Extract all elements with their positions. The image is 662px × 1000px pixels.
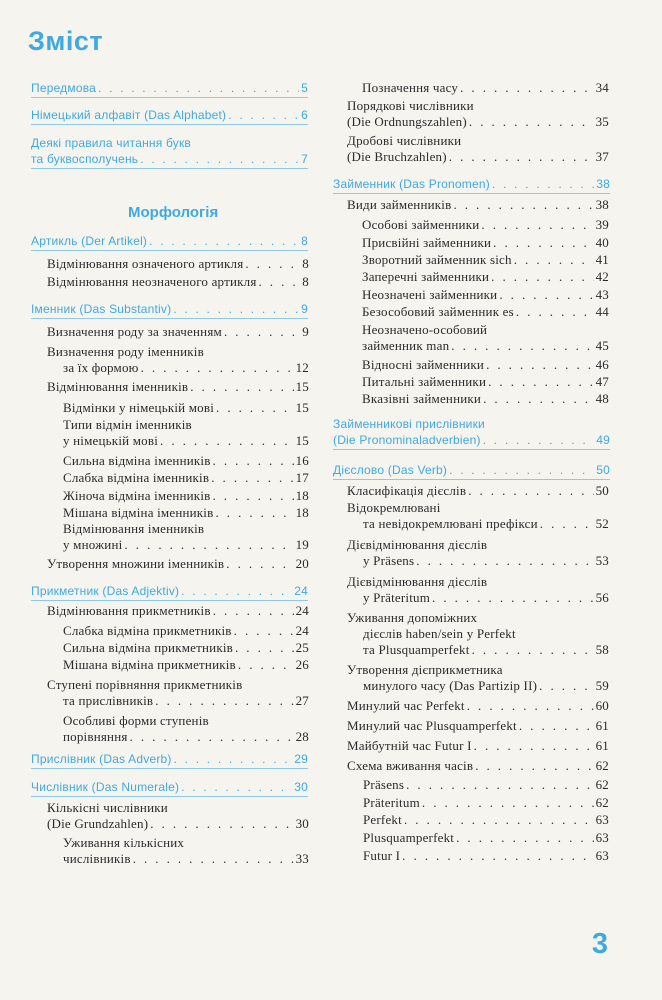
toc-entry-page: 41 [595, 252, 609, 267]
toc-entry-title: Позначення часу [362, 80, 459, 95]
toc-entry-title: (Die Ordnungszahlen) [347, 114, 467, 129]
dot-leader [150, 816, 293, 832]
section-divider [31, 124, 308, 125]
toc-entry [363, 812, 609, 828]
toc-entry-page: 15 [295, 433, 309, 448]
toc-entry-title: Дієвідмінювання дієслів [347, 574, 488, 589]
dot-leader [519, 718, 594, 734]
dot-leader [98, 80, 299, 96]
toc-entry [347, 133, 609, 165]
toc-entry-title: Особливі форми ступенів [63, 713, 209, 728]
toc-entry-page: 62 [595, 758, 609, 773]
toc-entry-title: Сильна відміна прикметників [63, 640, 233, 655]
toc-entry [31, 80, 308, 96]
dot-leader [493, 235, 593, 251]
toc-entry-page: 24 [295, 603, 309, 618]
toc-entry-page: 28 [295, 729, 309, 744]
toc-entry-page: 24 [294, 584, 308, 598]
toc-entry [347, 98, 609, 130]
dot-leader [456, 830, 594, 846]
toc-entry [31, 583, 308, 599]
toc-entry-title: Неозначені займенники [362, 287, 498, 302]
toc-entry-page: 45 [595, 338, 609, 353]
toc-entry [347, 738, 609, 754]
toc-entry-title: Визначення роду за значенням [47, 324, 222, 339]
toc-entry-page: 9 [301, 302, 308, 316]
toc-entry-page: 8 [302, 274, 309, 289]
dot-leader [155, 693, 293, 709]
dot-leader [491, 269, 593, 285]
toc-entry [347, 197, 609, 213]
toc-entry [347, 610, 609, 658]
toc-entry-page: 48 [595, 391, 609, 406]
toc-entry [47, 800, 309, 832]
toc-entry [333, 416, 610, 448]
toc-entry-title: Неозначено-особовий [362, 322, 488, 337]
toc-entry-page: 40 [595, 235, 609, 250]
dot-leader [174, 751, 293, 767]
toc-entry-title: Питальні займенники [362, 374, 487, 389]
toc-entry [347, 537, 609, 569]
dot-leader [460, 80, 594, 96]
toc-entry-page: 15 [295, 379, 309, 394]
toc-entry-title: Особові займенники [362, 217, 480, 232]
dot-leader [133, 851, 294, 867]
toc-entry-page: 62 [595, 795, 609, 810]
toc-entry-page: 18 [295, 488, 309, 503]
dot-leader [226, 556, 293, 572]
toc-entry-page: 37 [595, 149, 609, 164]
dot-leader [140, 151, 299, 167]
toc-entry [347, 662, 609, 694]
toc-entry-title: Відмінювання іменників [63, 521, 205, 536]
dot-leader [173, 301, 299, 317]
dot-leader [149, 233, 299, 249]
toc-entry [47, 324, 309, 340]
dot-leader [235, 640, 294, 656]
toc-entry-title: Передмова [31, 81, 97, 95]
toc-entry [362, 374, 609, 390]
toc-entry-page: 49 [596, 433, 610, 447]
toc-entry [31, 107, 308, 123]
toc-entry-page: 15 [295, 400, 309, 415]
toc-entry [362, 80, 609, 96]
toc-entry-page: 50 [596, 463, 610, 477]
toc-entry-page: 30 [295, 816, 309, 831]
toc-entry [31, 751, 308, 767]
toc-entry-page: 61 [595, 718, 609, 733]
dot-leader [488, 374, 593, 390]
dot-leader [475, 758, 593, 774]
toc-entry-title: у множині [63, 537, 123, 552]
dot-leader [234, 623, 294, 639]
toc-entry-title: Сильна відміна іменників [63, 453, 211, 468]
toc-entry-title: Майбутній час Futur I [347, 738, 472, 753]
dot-leader [486, 357, 594, 373]
toc-entry-title: у німецькій мові [63, 433, 159, 448]
dot-leader [416, 553, 593, 569]
dot-leader [181, 779, 292, 795]
toc-entry-title: Заперечні займенники [362, 269, 490, 284]
dot-leader [422, 795, 594, 811]
toc-entry [362, 287, 609, 303]
dot-leader [224, 324, 300, 340]
toc-entry-page: 43 [595, 287, 609, 302]
toc-entry-title: Кількісні числівники [47, 800, 168, 815]
toc-entry-title: Уживання кількісних [63, 835, 185, 850]
toc-entry [63, 453, 309, 469]
toc-entry-title: Класифікація дієслів [347, 483, 467, 498]
toc-entry [363, 777, 609, 793]
toc-entry-title: Артикль (Der Artikel) [31, 234, 148, 248]
toc-entry-page: 53 [595, 553, 609, 568]
toc-entry [47, 379, 309, 395]
toc-entry-title: Числівник (Das Numerale) [31, 780, 180, 794]
toc-entry-page: 16 [295, 453, 309, 468]
toc-entry-title: минулого часу (Das Partizip II) [363, 678, 538, 693]
page-number: 3 [591, 928, 608, 960]
toc-entry-page: 60 [595, 698, 609, 713]
section-divider [31, 97, 308, 98]
toc-entry-page: 9 [302, 324, 309, 339]
section-divider [31, 250, 308, 251]
toc-entry-title: порівняння [63, 729, 128, 744]
toc-entry-page: 34 [595, 80, 609, 95]
toc-entry [31, 779, 308, 795]
dot-leader [432, 590, 594, 606]
toc-entry-title: Perfekt [363, 812, 402, 827]
toc-entry [47, 603, 309, 619]
toc-entry-title: Утворення множини іменників [47, 556, 225, 571]
dot-leader [141, 360, 294, 376]
dot-leader [514, 252, 594, 268]
toc-entry-page: 39 [595, 217, 609, 232]
dot-leader [245, 256, 300, 272]
dot-leader [259, 274, 301, 290]
toc-entry-page: 29 [294, 752, 308, 766]
dot-leader [467, 698, 594, 714]
dot-leader [468, 483, 593, 499]
toc-entry [47, 256, 309, 272]
toc-entry [362, 357, 609, 373]
dot-leader [181, 583, 292, 599]
toc-entry [363, 830, 609, 846]
toc-entry [362, 252, 609, 268]
toc-entry-title: Деякі правила читання букв [31, 136, 191, 150]
toc-entry-title: Прислівник (Das Adverb) [31, 752, 172, 766]
toc-entry-title: Німецький алфавіт (Das Alphabet) [31, 108, 227, 122]
section-divider [31, 768, 308, 769]
toc-entry-page: 61 [595, 738, 609, 753]
toc-entry-page: 62 [595, 777, 609, 792]
toc-entry [31, 233, 308, 249]
dot-leader [402, 848, 593, 864]
toc-entry-title: Plusquamperfekt [363, 830, 455, 845]
toc-entry-title: Futur I [363, 848, 401, 863]
toc-entry-page: 42 [595, 269, 609, 284]
toc-entry-title: Дробові числівники [347, 133, 462, 148]
toc-entry-page: 30 [294, 780, 308, 794]
toc-entry-title: займенник man [362, 338, 450, 353]
toc-entry-title: Іменник (Das Substantiv) [31, 302, 172, 316]
toc-entry-title: Прикметник (Das Adjektiv) [31, 584, 180, 598]
toc-entry [362, 217, 609, 233]
toc-entry-title: Відмінювання означеного артикля [47, 256, 244, 271]
toc-entry [362, 304, 609, 320]
toc-entry [63, 505, 309, 521]
toc-entry-page: 63 [595, 830, 609, 845]
toc-entry-page: 7 [301, 152, 308, 166]
section-divider [333, 193, 610, 194]
dot-leader [124, 537, 293, 553]
toc-entry [47, 274, 309, 290]
toc-entry-title: Види займенників [347, 197, 452, 212]
toc-entry-title: Утворення дієприкметника [347, 662, 503, 677]
toc-entry-title: Визначення роду іменників [47, 344, 204, 359]
toc-entry [347, 574, 609, 606]
toc-entry [47, 556, 309, 572]
toc-entry-page: 63 [595, 812, 609, 827]
toc-entry-title: Зворотний займенник sich [362, 252, 512, 267]
toc-entry [63, 417, 309, 449]
dot-leader [472, 642, 594, 658]
dot-leader [539, 678, 593, 694]
dot-leader [190, 379, 293, 395]
toc-entry [362, 235, 609, 251]
toc-entry-title: дієслів haben/sein у Perfekt [363, 626, 516, 641]
dot-leader [406, 777, 593, 793]
toc-entry-title: Минулий час Perfekt [347, 698, 465, 713]
toc-entry-title: Präteritum [363, 795, 420, 810]
toc-entry-page: 38 [595, 197, 609, 212]
toc-entry-title: Займенник (Das Pronomen) [333, 177, 490, 191]
section-divider [333, 449, 610, 450]
toc-entry-page: 8 [302, 256, 309, 271]
toc-entry-title: Присвійні займенники [362, 235, 492, 250]
toc-entry-title: Минулий час Plusquamperfekt [347, 718, 517, 733]
toc-entry-page: 26 [295, 657, 309, 672]
toc-entry [347, 718, 609, 734]
toc-entry-title: Безособовий займенник es [362, 304, 514, 319]
toc-entry [347, 483, 609, 499]
dot-leader [483, 391, 594, 407]
toc-entry-title: (Die Grundzahlen) [47, 816, 149, 831]
toc-entry [63, 488, 309, 504]
toc-entry-page: 27 [295, 693, 309, 708]
toc-entry [47, 677, 309, 709]
toc-entry [363, 795, 609, 811]
toc-entry-title: (Die Bruchzahlen) [347, 149, 447, 164]
toc-entry-page: 46 [595, 357, 609, 372]
dot-leader [474, 738, 594, 754]
toc-entry-page: 50 [595, 483, 609, 498]
toc-entry-page: 58 [595, 642, 609, 657]
dot-leader [540, 516, 594, 532]
dot-leader [160, 433, 294, 449]
toc-entry [63, 400, 309, 416]
toc-entry-title: (Die Pronominaladverbien) [333, 433, 481, 447]
toc-entry-title: Займенникові прислівники [333, 417, 485, 431]
toc-entry-title: Мішана відміна іменників [63, 505, 214, 520]
toc-entry-page: 25 [295, 640, 309, 655]
dot-leader [451, 338, 593, 354]
toc-entry-title: Відносні займенники [362, 357, 485, 372]
toc-entry-title: Präsens [363, 777, 405, 792]
dot-leader [499, 287, 593, 303]
toc-entry [363, 848, 609, 864]
toc-entry-title: Відмінки у німецькій мові [63, 400, 215, 415]
toc-entry-title: у Präteritum [363, 590, 431, 605]
toc-entry-title: Ступені порівняння прикметників [47, 677, 243, 692]
toc-entry-page: 35 [595, 114, 609, 129]
toc-entry-title: Дієслово (Das Verb) [333, 463, 448, 477]
toc-entry [63, 657, 309, 673]
toc-entry-page: 18 [295, 505, 309, 520]
dot-leader [469, 114, 594, 130]
toc-entry-title: Слабка відміна прикметників [63, 623, 232, 638]
toc-entry-page: 59 [595, 678, 609, 693]
dot-leader [238, 657, 294, 673]
toc-entry-title: та буквосполучень [31, 152, 139, 166]
section-divider [31, 600, 308, 601]
section-divider [31, 168, 308, 169]
toc-entry-title: Відокремлювані [347, 500, 441, 515]
dot-leader [213, 603, 294, 619]
dot-leader [216, 400, 294, 416]
toc-entry-page: 44 [595, 304, 609, 319]
toc-entry-page: 12 [295, 360, 309, 375]
dot-leader [130, 729, 294, 745]
toc-entry-page: 19 [295, 537, 309, 552]
toc-entry [347, 758, 609, 774]
dot-leader [516, 304, 594, 320]
toc-entry [333, 176, 610, 192]
dot-leader [481, 217, 593, 233]
section-divider [31, 318, 308, 319]
toc-entry-title: Слабка відміна іменників [63, 470, 210, 485]
toc-entry-title: Порядкові числівники [347, 98, 474, 113]
toc-entry-page: 63 [595, 848, 609, 863]
toc-entry [31, 135, 308, 167]
dot-leader [228, 107, 299, 123]
toc-entry [347, 500, 609, 532]
toc-entry [63, 623, 309, 639]
dot-leader [492, 176, 594, 192]
toc-entry-title: Мішана відміна прикметників [63, 657, 236, 672]
section-divider [333, 479, 610, 480]
section-heading-morphology: Морфологія [128, 204, 219, 221]
toc-entry [362, 391, 609, 407]
toc-entry-page: 24 [295, 623, 309, 638]
dot-leader [211, 470, 293, 486]
dot-leader [449, 149, 594, 165]
section-divider [31, 796, 308, 797]
dot-leader [215, 505, 293, 521]
toc-entry-title: Відмінювання неозначеного артикля [47, 274, 257, 289]
page-title: Зміст [28, 26, 104, 56]
toc-entry-page: 38 [596, 177, 610, 191]
toc-entry [31, 301, 308, 317]
toc-entry-title: Вказівні займенники [362, 391, 482, 406]
toc-entry-title: Типи відмін іменників [63, 417, 192, 432]
dot-leader [453, 197, 593, 213]
toc-entry-title: Дієвідмінювання дієслів [347, 537, 488, 552]
toc-entry-title: Схема вживання часів [347, 758, 474, 773]
toc-entry-page: 33 [295, 851, 309, 866]
toc-entry-page: 6 [301, 108, 308, 122]
toc-entry-title: та прислівників [63, 693, 154, 708]
toc-entry-title: та Plusquamperfekt [363, 642, 470, 657]
dot-leader [212, 488, 293, 504]
toc-entry-title: Відмінювання прикметників [47, 603, 211, 618]
toc-entry-title: Відмінювання іменників [47, 379, 189, 394]
toc-entry-page: 52 [595, 516, 609, 531]
toc-entry [63, 835, 309, 867]
toc-entry-page: 56 [595, 590, 609, 605]
toc-entry [47, 344, 309, 376]
toc-entry-title: за їх формою [63, 360, 139, 375]
toc-entry-page: 47 [595, 374, 609, 389]
toc-entry-title: Жіноча відміна іменників [63, 488, 211, 503]
toc-entry-page: 20 [295, 556, 309, 571]
toc-entry-title: Уживання допоміжних [347, 610, 478, 625]
toc-entry-page: 5 [301, 81, 308, 95]
toc-entry-page: 17 [295, 470, 309, 485]
dot-leader [449, 462, 594, 478]
toc-entry-title: та невідокремлювані префікси [363, 516, 538, 531]
toc-entry [362, 269, 609, 285]
toc-entry-title: у Präsens [363, 553, 415, 568]
toc-entry [347, 698, 609, 714]
toc-entry [63, 470, 309, 486]
dot-leader [213, 453, 294, 469]
toc-entry [63, 713, 309, 745]
dot-leader [483, 432, 595, 448]
toc-entry [333, 462, 610, 478]
toc-entry-title: числівників [63, 851, 131, 866]
toc-entry-page: 8 [301, 234, 308, 248]
toc-entry [63, 521, 309, 553]
toc-entry [63, 640, 309, 656]
dot-leader [404, 812, 594, 828]
toc-entry [362, 322, 609, 354]
